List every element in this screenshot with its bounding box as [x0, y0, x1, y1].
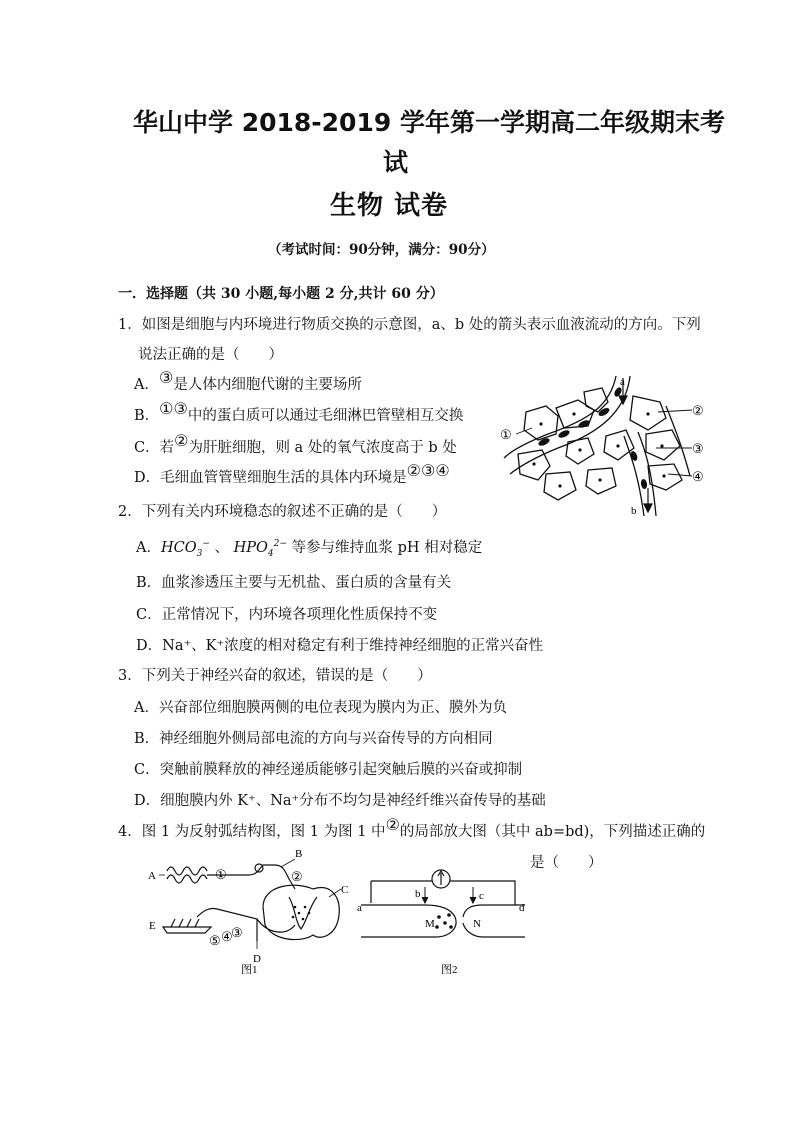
- q1-option-c-circle: ②: [174, 431, 189, 450]
- q1-figure-tissue-diagram: [498, 376, 708, 516]
- fig2-label-d: d: [519, 902, 525, 914]
- q3-stem: 3．下列关于神经兴奋的叙述，错误的是（ ）: [118, 668, 432, 684]
- fig1-label-3: ③: [231, 925, 243, 940]
- fig1-label-2: ②: [291, 869, 303, 884]
- q1-option-a: A．③是人体内细胞代谢的主要场所: [134, 368, 362, 393]
- q2-option-b: B．血浆渗透压主要与无机盐、蛋白质的含量有关: [136, 575, 452, 591]
- fig2-label-c: c: [479, 890, 484, 902]
- fig1-label-4: ④: [221, 929, 233, 944]
- q2-hydrogen-phosphate: $HPO_4^{2-}$: [233, 539, 287, 559]
- q1-option-d: D．毛细血管管壁细胞生活的具体内环境是②③④: [134, 461, 450, 486]
- exam-title-line1: 华山中学 2018-2019 学年第一学期高二年级期末考: [133, 108, 725, 137]
- q1-stem-line2: 说法正确的是（ ）: [138, 347, 283, 363]
- q1-fig-label-a: a: [620, 376, 625, 388]
- q1-fig-label-4: ④: [692, 469, 704, 484]
- fig1-label-5: ⑤: [209, 933, 221, 948]
- q1-fig-label-b: b: [631, 505, 637, 516]
- fig1-label-E: E: [149, 920, 156, 932]
- q4-stem-line2: 是（ ）: [530, 855, 603, 871]
- fig1-label-1: ①: [215, 867, 227, 882]
- q2-stem: 2．下列有关内环境稳态的叙述不正确的是（ ）: [118, 504, 447, 520]
- fig2-label-M: M: [425, 918, 435, 930]
- q1-fig-label-1: ①: [500, 427, 512, 442]
- q4-figure2-synapse: [355, 865, 530, 980]
- q3-option-d: D．细胞膜内外 K⁺、Na⁺分布不均匀是神经纤维兴奋传导的基础: [134, 793, 546, 809]
- q1-option-b-circle: ①③: [159, 399, 188, 418]
- q1-option-c: C．若②为肝脏细胞，则 a 处的氧气浓度高于 b 处: [134, 431, 457, 456]
- q3-option-a: A．兴奋部位细胞膜两侧的电位表现为膜内为正、膜外为负: [134, 700, 507, 716]
- fig1-label-D: D: [253, 953, 261, 965]
- fig2-label-N: N: [473, 918, 481, 930]
- q1-stem-line1: 1．如图是细胞与内环境进行物质交换的示意图，a、b 处的箭头表示血液流动的方向。下列: [118, 317, 701, 333]
- fig1-label-C: C: [341, 884, 349, 896]
- q2-option-d: D．Na⁺、K⁺浓度的相对稳定有利于维持神经细胞的正常兴奋性: [136, 638, 544, 654]
- exam-info: （考试时间：90分钟，满分：90分）: [268, 242, 495, 258]
- fig2-label-b: b: [415, 888, 421, 900]
- q3-option-b: B．神经细胞外侧局部电流的方向与兴奋传导的方向相同: [134, 731, 493, 747]
- q1-option-b: B．①③中的蛋白质可以通过毛细淋巴管壁相互交换: [134, 399, 464, 424]
- fig2-caption: 图2: [441, 964, 458, 976]
- q2-bicarbonate: $HCO_3^-$: [160, 539, 210, 559]
- q1-option-d-circle: ②③④: [406, 461, 450, 480]
- q1-fig-label-3: ③: [692, 441, 704, 456]
- q4-stem: 4．图 1 为反射弧结构图，图 1 为图 1 中②的局部放大图（其中 ab=bd)，下列描述正确的: [118, 815, 706, 840]
- q4-figure1-reflex-arc: [145, 845, 355, 975]
- q3-option-c: C．突触前膜释放的神经递质能够引起突触后膜的兴奋或抑制: [134, 762, 523, 778]
- q2-option-c: C．正常情况下，内环境各项理化性质保持不变: [136, 607, 438, 623]
- q2-option-a: A．$HCO_3^-$ 、 $HPO_4^{2-}$ 等参与维持血浆 pH 相对稳定: [136, 539, 483, 559]
- q1-fig-label-2: ②: [692, 403, 704, 418]
- fig1-caption: 图1: [241, 964, 258, 975]
- exam-title-line2: 试: [383, 148, 409, 177]
- fig1-label-B: B: [295, 848, 303, 860]
- q4-stem-circle: ②: [385, 815, 400, 834]
- subject-title: 生物 试卷: [330, 191, 449, 221]
- fig2-label-a: a: [357, 902, 362, 914]
- fig1-label-A: A: [148, 870, 156, 882]
- section-heading: 一．选择题（共 30 小题,每小题 2 分,共计 60 分）: [118, 286, 444, 302]
- q1-option-a-circle: ③: [158, 368, 174, 387]
